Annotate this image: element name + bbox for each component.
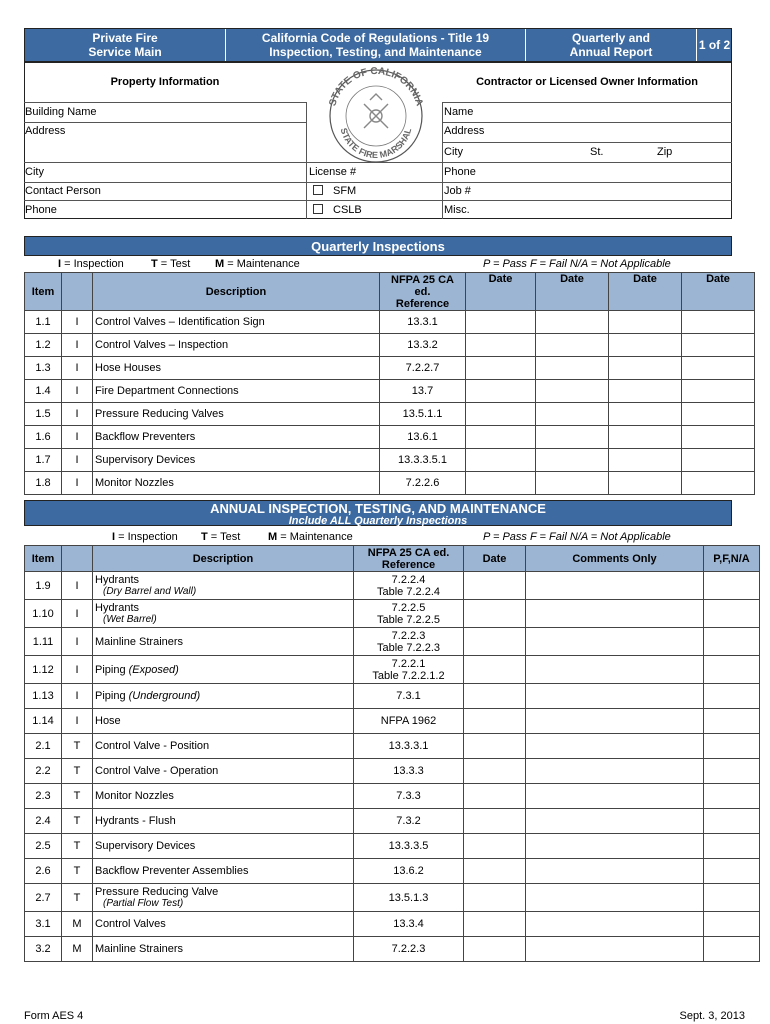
- building-name-label: Building Name: [25, 106, 97, 118]
- item-number: 1.8: [25, 472, 62, 495]
- item-description: Monitor Nozzles: [93, 472, 380, 495]
- item-number: 3.1: [25, 912, 62, 937]
- date-cell[interactable]: [536, 311, 609, 334]
- item-description: Hose Houses: [93, 357, 380, 380]
- date-cell[interactable]: [464, 709, 526, 734]
- a-col-description: Description: [93, 546, 354, 572]
- cslb-checkbox[interactable]: [313, 204, 323, 214]
- nfpa-reference: 13.3.2: [380, 334, 466, 357]
- table-row: [25, 709, 760, 734]
- date-cell[interactable]: [536, 426, 609, 449]
- date-cell[interactable]: [682, 403, 755, 426]
- comments-cell[interactable]: [526, 784, 704, 809]
- date-cell[interactable]: [466, 472, 536, 495]
- page-number: 1 of 2: [698, 38, 731, 52]
- item-type: I: [62, 656, 93, 684]
- table-row: [25, 809, 760, 834]
- table-row: [25, 628, 760, 656]
- nfpa-reference: 7.2.2.3 Table 7.2.2.3: [354, 628, 464, 656]
- item-description: Piping (Underground): [93, 684, 354, 709]
- quarterly-title: Quarterly Inspections: [24, 236, 732, 256]
- a-col-pfna: P,F,N/A: [704, 546, 760, 572]
- date-cell[interactable]: [464, 759, 526, 784]
- item-number: 1.9: [25, 572, 62, 600]
- date-cell[interactable]: [464, 628, 526, 656]
- table-row: [25, 472, 755, 495]
- header-report-type: Quarterly and Annual Report: [569, 31, 653, 59]
- table-row: [25, 912, 760, 937]
- sfm-label: SFM: [333, 185, 357, 197]
- comments-cell[interactable]: [526, 656, 704, 684]
- item-type: I: [62, 380, 93, 403]
- comments-cell[interactable]: [526, 809, 704, 834]
- nfpa-reference: 13.3.3: [354, 759, 464, 784]
- table-row: [25, 859, 760, 884]
- item-type: I: [62, 426, 93, 449]
- date-cell[interactable]: [682, 380, 755, 403]
- date-cell[interactable]: [464, 834, 526, 859]
- item-description: Control Valves – Inspection: [93, 334, 380, 357]
- date-cell[interactable]: [464, 884, 526, 912]
- item-description: Hydrants (Wet Barrel): [93, 600, 354, 628]
- comments-cell[interactable]: [526, 759, 704, 784]
- date-cell[interactable]: [466, 426, 536, 449]
- svg-text:STATE OF CALIFORNIA: [327, 66, 424, 107]
- name-label: Name: [444, 106, 474, 118]
- annual-title-bar: [24, 500, 732, 526]
- sfm-checkbox[interactable]: [313, 185, 323, 195]
- header-bar: [24, 28, 732, 62]
- seal-bottom-text: STATE FIRE MARSHAL: [338, 126, 414, 161]
- table-row: [25, 334, 755, 357]
- misc-label: Misc.: [444, 204, 470, 216]
- item-number: 1.14: [25, 709, 62, 734]
- result-cell[interactable]: [704, 628, 760, 656]
- item-number: 2.5: [25, 834, 62, 859]
- annual-title: ANNUAL INSPECTION, TESTING, AND MAINTENANCE: [210, 501, 546, 516]
- contractor-phone-label: Phone: [444, 166, 476, 178]
- item-type: I: [62, 403, 93, 426]
- nfpa-reference: 13.7: [380, 380, 466, 403]
- result-cell[interactable]: [704, 912, 760, 937]
- date-cell[interactable]: [536, 380, 609, 403]
- form-number: Form AES 4: [24, 1010, 84, 1022]
- date-cell[interactable]: [466, 449, 536, 472]
- table-row: [25, 600, 760, 628]
- item-type: T: [62, 809, 93, 834]
- result-cell[interactable]: [704, 709, 760, 734]
- date-cell[interactable]: [682, 449, 755, 472]
- comments-cell[interactable]: [526, 834, 704, 859]
- date-cell[interactable]: [536, 472, 609, 495]
- item-type: I: [62, 572, 93, 600]
- date-cell[interactable]: [609, 334, 682, 357]
- item-number: 1.4: [25, 380, 62, 403]
- item-type: I: [62, 472, 93, 495]
- a-col-nfpa: NFPA 25 CA ed. Reference: [354, 546, 464, 572]
- item-description: Hydrants (Dry Barrel and Wall): [93, 572, 354, 600]
- nfpa-reference: 13.5.1.1: [380, 403, 466, 426]
- date-cell[interactable]: [682, 357, 755, 380]
- date-cell[interactable]: [682, 334, 755, 357]
- date-cell[interactable]: [609, 357, 682, 380]
- table-row: [25, 449, 755, 472]
- annual-legend: I = Inspection: [112, 531, 178, 543]
- item-description: Control Valve - Position: [93, 734, 354, 759]
- item-type: T: [62, 759, 93, 784]
- item-number: 2.3: [25, 784, 62, 809]
- contact-person-label: Contact Person: [25, 185, 101, 197]
- date-cell[interactable]: [609, 311, 682, 334]
- annual-table: [24, 545, 760, 962]
- nfpa-reference: 7.2.2.7: [380, 357, 466, 380]
- header-title: California Code of Regulations - Title 19 Inspection, Testing, and Maintenance: [261, 31, 490, 59]
- item-number: 1.1: [25, 311, 62, 334]
- header-left: Private Fire Service Main: [88, 31, 162, 59]
- item-number: 1.5: [25, 403, 62, 426]
- result-cell[interactable]: [704, 734, 760, 759]
- nfpa-reference: 7.2.2.1 Table 7.2.2.1.2: [354, 656, 464, 684]
- date-cell[interactable]: [536, 449, 609, 472]
- item-description: Fire Department Connections: [93, 380, 380, 403]
- item-number: 1.7: [25, 449, 62, 472]
- q-col-date-2: Date: [536, 273, 609, 311]
- license-label: License #: [309, 166, 357, 178]
- quarterly-legend: I = Inspection: [58, 258, 124, 270]
- item-description: Backflow Preventer Assemblies: [93, 859, 354, 884]
- nfpa-reference: 7.2.2.6: [380, 472, 466, 495]
- item-type: T: [62, 784, 93, 809]
- item-number: 1.3: [25, 357, 62, 380]
- nfpa-reference: 13.3.1: [380, 311, 466, 334]
- item-description: Monitor Nozzles: [93, 784, 354, 809]
- date-cell[interactable]: [464, 600, 526, 628]
- date-cell[interactable]: [464, 684, 526, 709]
- item-type: I: [62, 357, 93, 380]
- item-type: T: [62, 734, 93, 759]
- comments-cell[interactable]: [526, 572, 704, 600]
- table-row: [25, 684, 760, 709]
- result-cell[interactable]: [704, 937, 760, 962]
- date-cell[interactable]: [464, 937, 526, 962]
- table-row: [25, 759, 760, 784]
- a-col-date: Date: [464, 546, 526, 572]
- item-number: 2.1: [25, 734, 62, 759]
- item-type: T: [62, 859, 93, 884]
- item-description: Mainline Strainers: [93, 628, 354, 656]
- property-info-title: Property Information: [110, 76, 220, 88]
- comments-cell[interactable]: [526, 734, 704, 759]
- item-type: I: [62, 600, 93, 628]
- item-type: M: [62, 912, 93, 937]
- comments-cell[interactable]: [526, 859, 704, 884]
- item-number: 2.6: [25, 859, 62, 884]
- item-number: 3.2: [25, 937, 62, 962]
- table-row: [25, 656, 760, 684]
- date-cell[interactable]: [464, 859, 526, 884]
- item-description: Hose: [93, 709, 354, 734]
- comments-cell[interactable]: [526, 709, 704, 734]
- date-cell[interactable]: [466, 357, 536, 380]
- nfpa-reference: 13.3.3.1: [354, 734, 464, 759]
- city-label: City: [25, 166, 44, 178]
- item-type: I: [62, 311, 93, 334]
- nfpa-reference: 13.3.4: [354, 912, 464, 937]
- date-cell[interactable]: [609, 403, 682, 426]
- table-row: [25, 884, 760, 912]
- annual-subtitle: Include ALL Quarterly Inspections: [288, 515, 468, 527]
- nfpa-reference: 13.3.3.5: [354, 834, 464, 859]
- date-cell[interactable]: [682, 311, 755, 334]
- item-number: 2.7: [25, 884, 62, 912]
- date-cell[interactable]: [536, 403, 609, 426]
- form-date: Sept. 3, 2013: [679, 1010, 745, 1022]
- date-cell[interactable]: [466, 311, 536, 334]
- item-type: I: [62, 684, 93, 709]
- nfpa-reference: 13.6.2: [354, 859, 464, 884]
- q-col-description: Description: [93, 273, 380, 311]
- contractor-address-label: Address: [444, 125, 485, 137]
- item-number: 1.11: [25, 628, 62, 656]
- result-cell[interactable]: [704, 809, 760, 834]
- date-cell[interactable]: [464, 656, 526, 684]
- item-number: 1.6: [25, 426, 62, 449]
- date-cell[interactable]: [609, 449, 682, 472]
- result-cell[interactable]: [704, 834, 760, 859]
- date-cell[interactable]: [464, 784, 526, 809]
- date-cell[interactable]: [466, 403, 536, 426]
- result-cell[interactable]: [704, 600, 760, 628]
- date-cell[interactable]: [682, 426, 755, 449]
- quarterly-result-legend: P = Pass F = Fail N/A = Not Applicable: [483, 258, 671, 270]
- annual-result-legend: P = Pass F = Fail N/A = Not Applicable: [483, 531, 671, 543]
- item-number: 1.10: [25, 600, 62, 628]
- table-row: [25, 311, 755, 334]
- date-cell[interactable]: [609, 426, 682, 449]
- item-description: Control Valves – Identification Sign: [93, 311, 380, 334]
- nfpa-reference: 7.3.1: [354, 684, 464, 709]
- result-cell[interactable]: [704, 859, 760, 884]
- table-row: [25, 380, 755, 403]
- item-number: 2.2: [25, 759, 62, 784]
- cslb-label: CSLB: [333, 204, 362, 216]
- nfpa-reference: 13.3.3.5.1: [380, 449, 466, 472]
- date-cell[interactable]: [536, 334, 609, 357]
- item-type: I: [62, 334, 93, 357]
- a-col-comments: Comments Only: [526, 546, 704, 572]
- date-cell[interactable]: [464, 734, 526, 759]
- result-cell[interactable]: [704, 572, 760, 600]
- item-description: Supervisory Devices: [93, 449, 380, 472]
- q-col-date-1: Date: [466, 273, 536, 311]
- item-number: 2.4: [25, 809, 62, 834]
- item-type: I: [62, 628, 93, 656]
- result-cell[interactable]: [704, 784, 760, 809]
- item-description: Supervisory Devices: [93, 834, 354, 859]
- item-type: I: [62, 709, 93, 734]
- item-description: Hydrants - Flush: [93, 809, 354, 834]
- nfpa-reference: NFPA 1962: [354, 709, 464, 734]
- table-row: [25, 357, 755, 380]
- q-col-nfpa: NFPA 25 CA ed. Reference: [380, 273, 466, 311]
- table-row: [25, 734, 760, 759]
- seal-top-text: STATE OF CALIFORNIA: [327, 65, 425, 108]
- nfpa-reference: 7.2.2.5 Table 7.2.2.5: [354, 600, 464, 628]
- item-description: Pressure Reducing Valves: [93, 403, 380, 426]
- zip-label: Zip: [657, 146, 673, 158]
- item-description: Mainline Strainers: [93, 937, 354, 962]
- nfpa-reference: 13.6.1: [380, 426, 466, 449]
- table-row: [25, 426, 755, 449]
- result-cell[interactable]: [704, 884, 760, 912]
- date-cell[interactable]: [466, 334, 536, 357]
- table-row: [25, 834, 760, 859]
- address-label: Address: [25, 125, 66, 137]
- table-row: [25, 784, 760, 809]
- q-col-date-3: Date: [609, 273, 682, 311]
- a-col-item: Item: [25, 546, 62, 572]
- item-type: I: [62, 449, 93, 472]
- item-number: 1.2: [25, 334, 62, 357]
- comments-cell[interactable]: [526, 628, 704, 656]
- phone-label: Phone: [25, 204, 57, 216]
- item-type: M: [62, 937, 93, 962]
- table-row: [25, 403, 755, 426]
- item-description: Control Valve - Operation: [93, 759, 354, 784]
- q-col-date-4: Date: [682, 273, 755, 311]
- comments-cell[interactable]: [526, 600, 704, 628]
- item-type: T: [62, 834, 93, 859]
- table-row: [25, 572, 760, 600]
- date-cell[interactable]: [466, 380, 536, 403]
- nfpa-reference: 7.2.2.4 Table 7.2.2.4: [354, 572, 464, 600]
- result-cell[interactable]: [704, 684, 760, 709]
- result-cell[interactable]: [704, 656, 760, 684]
- item-description: Control Valves: [93, 912, 354, 937]
- item-description: Backflow Preventers: [93, 426, 380, 449]
- item-description: Piping (Exposed): [93, 656, 354, 684]
- date-cell[interactable]: [609, 380, 682, 403]
- quarterly-table: [24, 272, 755, 495]
- date-cell[interactable]: [464, 912, 526, 937]
- date-cell[interactable]: [464, 572, 526, 600]
- nfpa-reference: 7.3.3: [354, 784, 464, 809]
- comments-cell[interactable]: [526, 937, 704, 962]
- q-col-item: Item: [25, 273, 62, 311]
- comments-cell[interactable]: [526, 912, 704, 937]
- nfpa-reference: 7.3.2: [354, 809, 464, 834]
- date-cell[interactable]: [536, 357, 609, 380]
- date-cell[interactable]: [682, 472, 755, 495]
- table-row: [25, 937, 760, 962]
- nfpa-reference: 13.5.1.3: [354, 884, 464, 912]
- date-cell[interactable]: [609, 472, 682, 495]
- result-cell[interactable]: [704, 759, 760, 784]
- contractor-city-label: City: [444, 146, 463, 158]
- comments-cell[interactable]: [526, 684, 704, 709]
- state-label: St.: [590, 146, 604, 158]
- date-cell[interactable]: [464, 809, 526, 834]
- item-description: Pressure Reducing Valve (Partial Flow Test): [93, 884, 354, 912]
- comments-cell[interactable]: [526, 884, 704, 912]
- state-fire-marshal-seal: [318, 64, 434, 164]
- contractor-info-title: Contractor or Licensed Owner Information: [476, 76, 698, 88]
- nfpa-reference: 7.2.2.3: [354, 937, 464, 962]
- job-number-label: Job #: [444, 185, 471, 197]
- item-type: T: [62, 884, 93, 912]
- item-number: 1.12: [25, 656, 62, 684]
- item-number: 1.13: [25, 684, 62, 709]
